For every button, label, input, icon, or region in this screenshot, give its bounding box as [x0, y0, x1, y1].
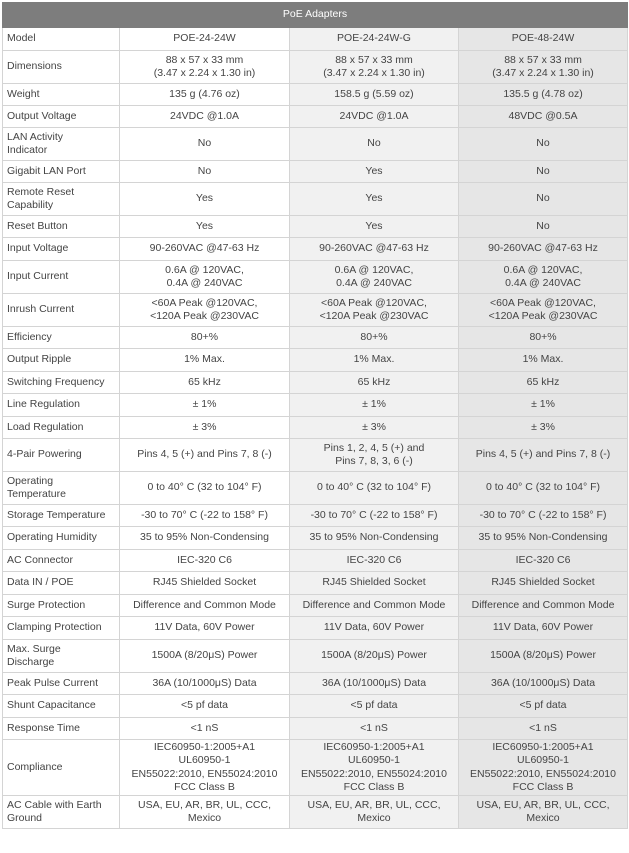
cell-value: 35 to 95% Non-Condensing [120, 527, 290, 550]
table-row [3, 417, 628, 439]
table-row [3, 695, 628, 718]
cell-value: No [459, 161, 628, 183]
cell-value: 90-260VAC @47-63 Hz [120, 238, 290, 261]
cell-value: 36A (10/1000μS) Data [459, 673, 628, 695]
table-row [3, 640, 628, 673]
cell-value: 0.6A @ 120VAC, 0.4A @ 240VAC [120, 261, 290, 294]
cell-value: 90-260VAC @47-63 Hz [459, 238, 628, 261]
cell-value: 24VDC @1.0A [290, 106, 459, 128]
cell-value: -30 to 70° C (-22 to 158° F) [459, 505, 628, 527]
table-title: PoE Adapters [3, 3, 628, 28]
table-row [3, 394, 628, 417]
cell-value: <60A Peak @120VAC, <120A Peak @230VAC [120, 294, 290, 327]
table-row [3, 327, 628, 349]
table-row [3, 796, 628, 829]
row-label: Surge Protection [3, 595, 120, 617]
cell-value: <1 nS [459, 718, 628, 740]
row-label: AC Connector [3, 550, 120, 572]
row-label: Remote Reset Capability [3, 183, 120, 216]
cell-value: 0.6A @ 120VAC, 0.4A @ 240VAC [290, 261, 459, 294]
table-row [3, 261, 628, 294]
cell-value: Pins 1, 2, 4, 5 (+) and Pins 7, 8, 3, 6 (-) [290, 439, 459, 472]
table-row [3, 216, 628, 238]
cell-value: 1% Max. [290, 349, 459, 372]
cell-value: ± 1% [290, 394, 459, 417]
cell-value: 1500A (8/20μS) Power [120, 640, 290, 673]
table-row [3, 349, 628, 372]
cell-value: 11V Data, 60V Power [290, 617, 459, 640]
cell-value: Yes [290, 183, 459, 216]
cell-value: -30 to 70° C (-22 to 158° F) [290, 505, 459, 527]
row-label: Clamping Protection [3, 617, 120, 640]
cell-value: Yes [120, 216, 290, 238]
cell-value: <5 pf data [290, 695, 459, 718]
column-header-model: POE-24-24W [120, 28, 290, 51]
table-row [3, 572, 628, 595]
cell-value: IEC-320 C6 [290, 550, 459, 572]
cell-value: Yes [290, 161, 459, 183]
cell-value: <60A Peak @120VAC, <120A Peak @230VAC [290, 294, 459, 327]
cell-value: ± 1% [120, 394, 290, 417]
cell-value: 0 to 40° C (32 to 104° F) [459, 472, 628, 505]
cell-value: 65 kHz [290, 372, 459, 394]
cell-value: 158.5 g (5.59 oz) [290, 84, 459, 106]
table-row [3, 718, 628, 740]
cell-value: No [120, 161, 290, 183]
cell-value: 65 kHz [459, 372, 628, 394]
cell-value: IEC60950-1:2005+A1 UL60950-1 EN55022:2010, EN55024:2010 FCC Class B [459, 740, 628, 796]
cell-value: IEC60950-1:2005+A1 UL60950-1 EN55022:2010, EN55024:2010 FCC Class B [290, 740, 459, 796]
cell-value: USA, EU, AR, BR, UL, CCC, Mexico [290, 796, 459, 829]
cell-value: USA, EU, AR, BR, UL, CCC, Mexico [459, 796, 628, 829]
cell-value: -30 to 70° C (-22 to 158° F) [120, 505, 290, 527]
cell-value: Difference and Common Mode [459, 595, 628, 617]
cell-value: 1% Max. [120, 349, 290, 372]
column-header-model: POE-24-24W-G [290, 28, 459, 51]
cell-value: 135.5 g (4.78 oz) [459, 84, 628, 106]
table-row [3, 527, 628, 550]
row-label: 4-Pair Powering [3, 439, 120, 472]
cell-value: 11V Data, 60V Power [459, 617, 628, 640]
table-row [3, 238, 628, 261]
cell-value: 35 to 95% Non-Condensing [290, 527, 459, 550]
cell-value: Pins 4, 5 (+) and Pins 7, 8 (-) [459, 439, 628, 472]
table-row [3, 51, 628, 84]
table-row [3, 505, 628, 527]
cell-value: 80+% [459, 327, 628, 349]
cell-value: 0.6A @ 120VAC, 0.4A @ 240VAC [459, 261, 628, 294]
cell-value: 1500A (8/20μS) Power [290, 640, 459, 673]
cell-value: ± 3% [290, 417, 459, 439]
cell-value: 48VDC @0.5A [459, 106, 628, 128]
cell-value: 80+% [120, 327, 290, 349]
cell-value: No [459, 128, 628, 161]
cell-value: <5 pf data [459, 695, 628, 718]
cell-value: <5 pf data [120, 695, 290, 718]
row-label: Output Ripple [3, 349, 120, 372]
cell-value: RJ45 Shielded Socket [120, 572, 290, 595]
row-label: AC Cable with Earth Ground [3, 796, 120, 829]
table-row [3, 128, 628, 161]
row-label: Max. Surge Discharge [3, 640, 120, 673]
cell-value: 0 to 40° C (32 to 104° F) [290, 472, 459, 505]
cell-value: Difference and Common Mode [290, 595, 459, 617]
table-row [3, 472, 628, 505]
row-label: Operating Humidity [3, 527, 120, 550]
cell-value: <1 nS [120, 718, 290, 740]
cell-value: 90-260VAC @47-63 Hz [290, 238, 459, 261]
cell-value: 1500A (8/20μS) Power [459, 640, 628, 673]
table-row [3, 294, 628, 327]
row-label: Output Voltage [3, 106, 120, 128]
cell-value: 24VDC @1.0A [120, 106, 290, 128]
row-label: Gigabit LAN Port [3, 161, 120, 183]
row-label: Shunt Capacitance [3, 695, 120, 718]
spec-table [2, 2, 628, 829]
cell-value: RJ45 Shielded Socket [459, 572, 628, 595]
table-row [3, 595, 628, 617]
row-label: Operating Temperature [3, 472, 120, 505]
row-label: LAN Activity Indicator [3, 128, 120, 161]
cell-value: No [290, 128, 459, 161]
cell-value: No [459, 216, 628, 238]
column-header-model: POE-48-24W [459, 28, 628, 51]
table-row [3, 161, 628, 183]
row-label: Storage Temperature [3, 505, 120, 527]
cell-value: Pins 4, 5 (+) and Pins 7, 8 (-) [120, 439, 290, 472]
cell-value: <60A Peak @120VAC, <120A Peak @230VAC [459, 294, 628, 327]
table-row [3, 106, 628, 128]
cell-value: Yes [120, 183, 290, 216]
cell-value: 88 x 57 x 33 mm (3.47 x 2.24 x 1.30 in) [120, 51, 290, 84]
row-label: Reset Button [3, 216, 120, 238]
row-label: Weight [3, 84, 120, 106]
cell-value: USA, EU, AR, BR, UL, CCC, Mexico [120, 796, 290, 829]
row-label: Load Regulation [3, 417, 120, 439]
table-row [3, 550, 628, 572]
cell-value: ± 3% [120, 417, 290, 439]
cell-value: 1% Max. [459, 349, 628, 372]
row-label: Input Current [3, 261, 120, 294]
cell-value: <1 nS [290, 718, 459, 740]
cell-value: 35 to 95% Non-Condensing [459, 527, 628, 550]
row-label: Input Voltage [3, 238, 120, 261]
table-row [3, 439, 628, 472]
cell-value: 88 x 57 x 33 mm (3.47 x 2.24 x 1.30 in) [459, 51, 628, 84]
spec-body [3, 28, 628, 829]
table-row [3, 673, 628, 695]
cell-value: ± 1% [459, 394, 628, 417]
table-row [3, 740, 628, 796]
cell-value: 88 x 57 x 33 mm (3.47 x 2.24 x 1.30 in) [290, 51, 459, 84]
row-label: Line Regulation [3, 394, 120, 417]
cell-value: 65 kHz [120, 372, 290, 394]
cell-value: 36A (10/1000μS) Data [290, 673, 459, 695]
cell-value: IEC-320 C6 [120, 550, 290, 572]
cell-value: Yes [290, 216, 459, 238]
cell-value: 36A (10/1000μS) Data [120, 673, 290, 695]
row-label: Data IN / POE [3, 572, 120, 595]
table-row [3, 183, 628, 216]
row-label: Dimensions [3, 51, 120, 84]
cell-value: RJ45 Shielded Socket [290, 572, 459, 595]
row-label: Response Time [3, 718, 120, 740]
header-row [3, 28, 628, 51]
row-label: Peak Pulse Current [3, 673, 120, 695]
cell-value: IEC-320 C6 [459, 550, 628, 572]
cell-value: 80+% [290, 327, 459, 349]
table-row [3, 84, 628, 106]
cell-value: IEC60950-1:2005+A1 UL60950-1 EN55022:2010, EN55024:2010 FCC Class B [120, 740, 290, 796]
cell-value: No [459, 183, 628, 216]
cell-value: Difference and Common Mode [120, 595, 290, 617]
cell-value: 0 to 40° C (32 to 104° F) [120, 472, 290, 505]
column-header-label: Model [3, 28, 120, 51]
cell-value: ± 3% [459, 417, 628, 439]
cell-value: 11V Data, 60V Power [120, 617, 290, 640]
cell-value: 135 g (4.76 oz) [120, 84, 290, 106]
table-row [3, 372, 628, 394]
cell-value: No [120, 128, 290, 161]
row-label: Inrush Current [3, 294, 120, 327]
row-label: Switching Frequency [3, 372, 120, 394]
row-label: Compliance [3, 740, 120, 796]
table-row [3, 617, 628, 640]
row-label: Efficiency [3, 327, 120, 349]
